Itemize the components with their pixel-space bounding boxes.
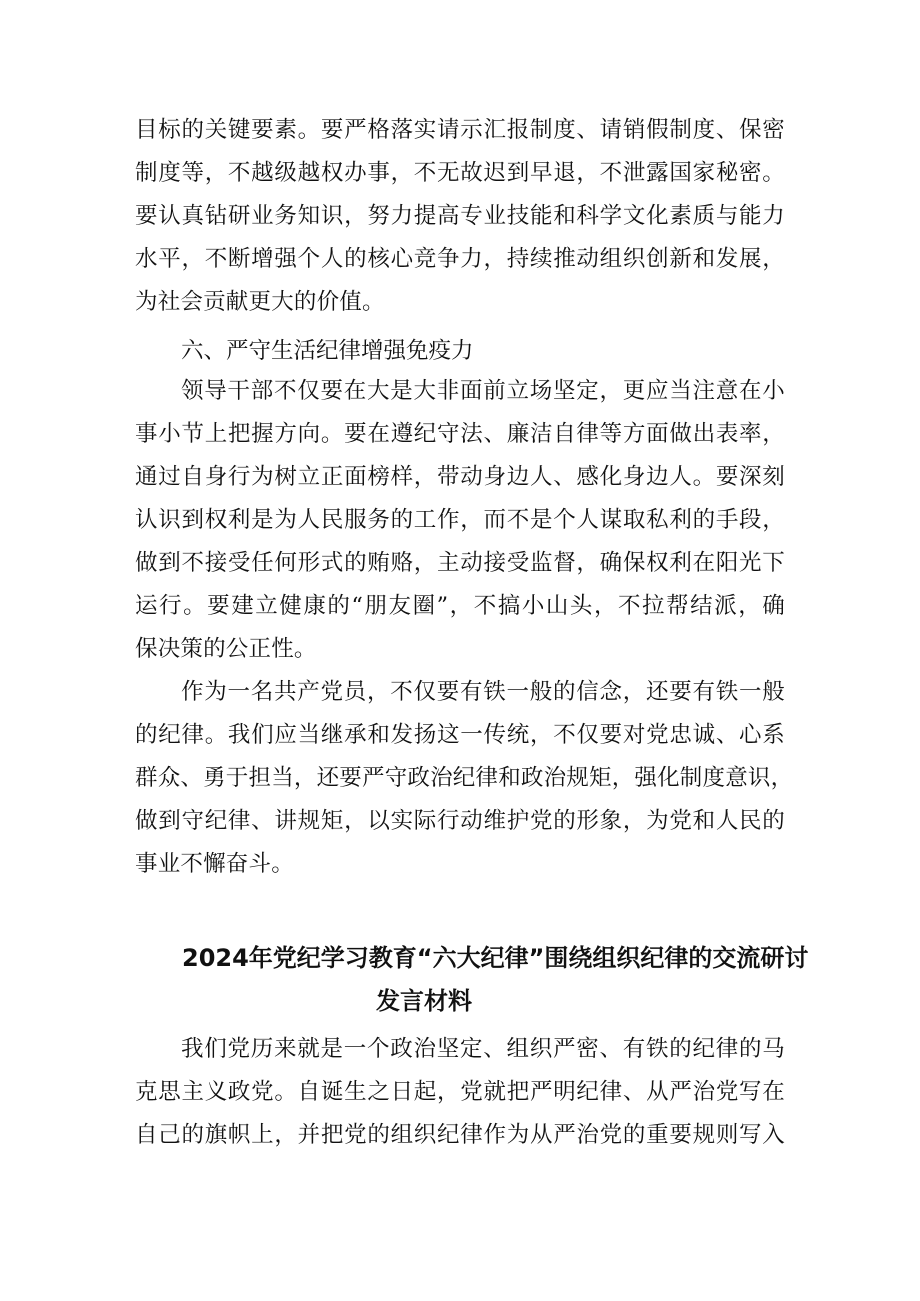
text-line: 保决策的公正性。 (135, 636, 317, 662)
text-line: 的纪律。我们应当继承和发扬这一传统，不仅要对党忠诚、心系 (135, 722, 785, 748)
text-line: 要认真钻研业务知识，努力提高专业技能和科学文化素质与能力 (135, 203, 785, 229)
text-line: 认识到权利是为人民服务的工作，而不是个人谋取私利的手段， (135, 507, 785, 533)
text-line: 水平，不断增强个人的核心竞争力，持续推动组织创新和发展， (135, 246, 785, 272)
text-line: 目标的关键要素。要严格落实请示汇报制度、请销假制度、保密 (135, 117, 785, 143)
text-line: 运行。要建立健康的“朋友圈”，不搞小山头，不拉帮结派，确 (135, 593, 785, 619)
section-heading: 六、严守生活纪律增强免疫力 (181, 338, 474, 364)
text-line: 我们党历来就是一个政治坚定、组织严密、有铁的纪律的马 (181, 1036, 785, 1062)
text-line: 领导干部不仅要在大是大非面前立场坚定，更应当注意在小 (181, 378, 785, 404)
article-title: 2024年党纪学习教育“六大纪律”围绕组织纪律的交流研讨 (182, 944, 809, 972)
text-line: 事小节上把握方向。要在遵纪守法、廉洁自律等方面做出表率， (135, 421, 785, 447)
text-line: 群众、勇于担当，还要严守政治纪律和政治规矩，强化制度意识， (135, 765, 794, 791)
text-line: 通过自身行为树立正面榜样，带动身边人、感化身边人。要深刻 (135, 464, 785, 490)
text-line: 作为一名共产党员，不仅要有铁一般的信念，还要有铁一般 (181, 679, 785, 705)
text-line: 克思主义政党。自诞生之日起，党就把严明纪律、从严治党写在 (135, 1079, 785, 1105)
article-title-continued: 发言材料 (376, 987, 472, 1015)
text-line: 做到守纪律、讲规矩，以实际行动维护党的形象，为党和人民的 (135, 808, 785, 834)
text-line: 为社会贡献更大的价值。 (135, 289, 385, 315)
text-line: 事业不懈奋斗。 (135, 851, 294, 877)
text-line: 制度等，不越级越权办事，不无故迟到早退，不泄露国家秘密。 (135, 160, 785, 186)
text-line: 做到不接受任何形式的贿赂，主动接受监督，确保权利在阳光下 (135, 550, 785, 576)
text-line: 自己的旗帜上，并把党的组织纪律作为从严治党的重要规则写入 (135, 1122, 785, 1148)
